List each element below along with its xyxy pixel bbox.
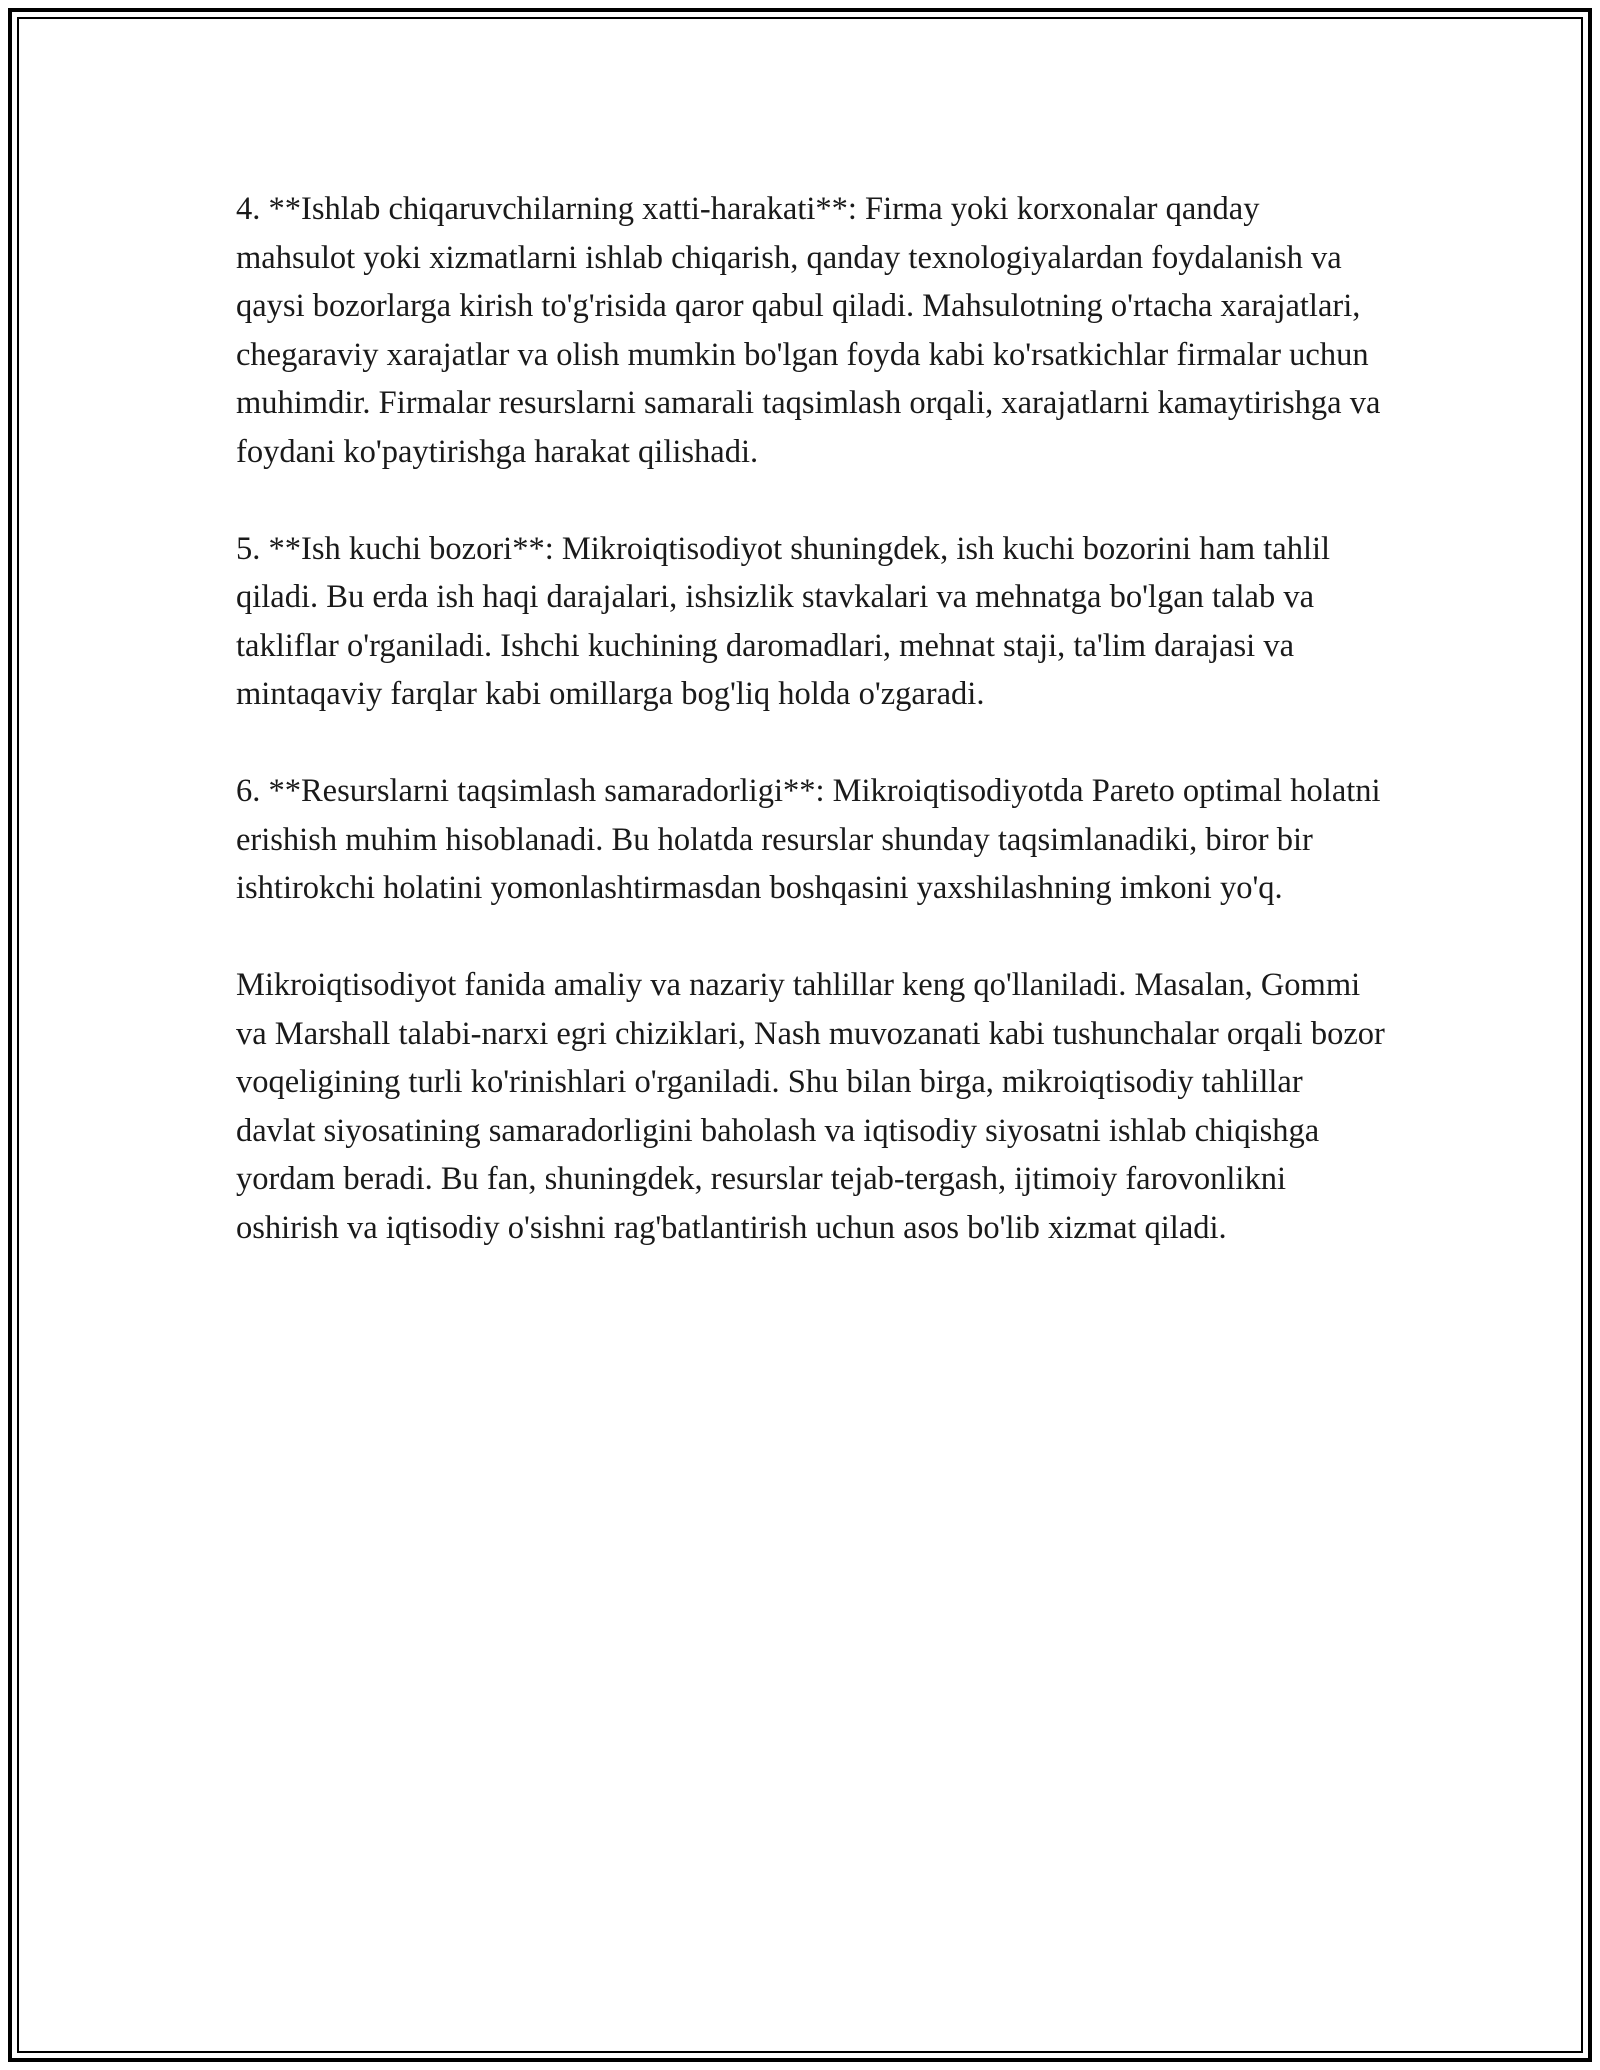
paragraph-conclusion: Mikroiqtisodiyot fanida amaliy va nazariy tahlillar keng qo'llaniladi. Masalan, Gommi va Marshall talabi-narxi egri chiziklari, Nash muvozanati kabi tushunchalar orqali bozor voqeligining turli ko'rinishlari o'rganiladi. Shu bilan birga, mikroiqtisodiy tahlillar davlat siyosatining samaradorligini baholash va iqtisodiy siyosatni ishlab chiqishga yordam beradi. Bu fan, shuningdek, resurslar tejab-tergash, ijtimoiy farovonlikni oshirish va iqtisodiy o'sishni rag'batlantirish uchun asos bo'lib xizmat qiladi.: [236, 967, 1385, 1246]
paragraph-resource-allocation: 6. **Resurslarni taqsimlash samaradorligi**: Mikroiqtisodiyotda Pareto optimal holatni erishish muhim hisoblanadi. Bu holatda resurslar shunday taqsimlanadiki, biror bir ishtirokchi holatini yomonlashtirmasdan boshqasini yaxshilashning imkoni yo'q.: [236, 773, 1381, 906]
paragraph-producer-behavior: 4. **Ishlab chiqaruvchilarning xatti-harakati**: Firma yoki korxonalar qanday mahsulot yoki xizmatlarni ishlab chiqarish, qanday texnologiyalardan foydalanish va qaysi bozorlarga kirish to'g'risida qaror qabul qiladi. Mahsulotning o'rtacha xarajatlari, chegaraviy xarajatlar va olish mumkin bo'lgan foyda kabi ko'rsatkichlar firmalar uchun muhimdir. Firmalar resurslarni samarali taqsimlash orqali, xarajatlarni kamaytirishga va foydani ko'paytirishga harakat qilishadi.: [236, 191, 1381, 470]
document-body: [236, 185, 1386, 1301]
paragraph-labor-market: 5. **Ish kuchi bozori**: Mikroiqtisodiyot shuningdek, ish kuchi bozorini ham tahlil qiladi. Bu erda ish haqi darajalari, ishsizlik stavkalari va mehnatga bo'lgan talab va takliflar o'rganiladi. Ishchi kuchining daromadlari, mehnat staji, ta'lim darajasi va mintaqaviy farqlar kabi omillarga bog'liq holda o'zgaradi.: [236, 530, 1331, 712]
